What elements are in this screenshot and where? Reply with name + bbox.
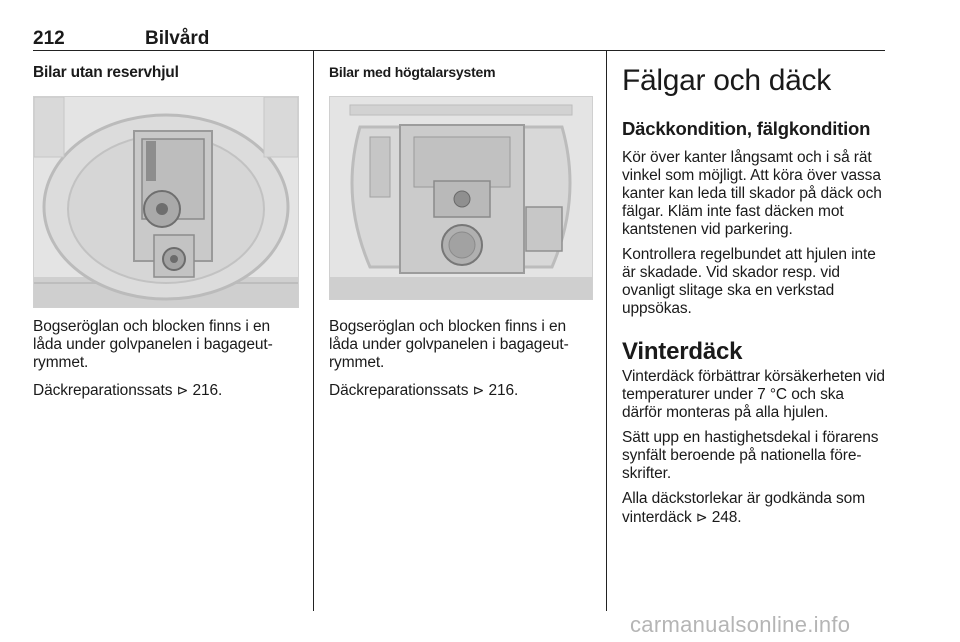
header-rule [33, 50, 885, 51]
column-divider-2 [606, 51, 607, 611]
page-reference-icon: ⊳ [695, 509, 708, 525]
page-reference-icon: ⊳ [176, 382, 189, 398]
left-heading: Bilar utan reservhjul [33, 64, 179, 81]
left-repair-kit-text: Däckreparationssats [33, 382, 173, 399]
winter-tires-paragraph-2: Sätt upp en hastighetsdekal i förarens synfält beroende på nationella före-skrifter. [622, 429, 879, 482]
winter-tires-paragraph-3 [622, 490, 888, 527]
page-header [33, 28, 885, 50]
middle-paragraph-1: Bogseröglan och blocken finns i en låda under golvpanelen i bagageut-rymmet. [329, 318, 569, 371]
middle-text [329, 318, 591, 400]
winter-tires-page: 248. [711, 509, 742, 526]
tire-condition-paragraph-1: Kör över kanter långsamt och i så rät vinkel som möjligt. Att köra över vassa kanter kan leda till skador på däck och fälgar. Kläm inte fast däcken mot kantstenen vid parkering. [622, 149, 882, 238]
middle-paragraph-2 [329, 381, 591, 400]
chapter-title: Fälgar och däck [622, 64, 831, 97]
right-column [622, 64, 888, 527]
left-paragraph-1: Bogseröglan och blocken finns i en låda under golvpanelen i bagageut-rymmet. [33, 318, 273, 371]
left-column [33, 64, 301, 82]
middle-repair-kit-text: Däckreparationssats [329, 382, 469, 399]
middle-heading: Bilar med högtalarsystem [329, 64, 496, 80]
speaker-well-illustration [329, 96, 593, 300]
watermark: carmanualsonline.info [630, 612, 851, 637]
page-reference-icon: ⊳ [472, 382, 485, 398]
spare-well-illustration [33, 96, 299, 308]
column-divider-1 [313, 51, 314, 611]
middle-column [329, 64, 599, 80]
section-title: Bilvård [145, 28, 210, 49]
tire-condition-heading: Däckkondition, fälgkondition [622, 118, 871, 139]
page-number: 212 [33, 28, 65, 49]
tire-condition-paragraph-2: Kontrollera regelbundet att hjulen inte är skadade. Vid skador resp. vid ovanligt slitage ska en verkstad uppsökas. [622, 246, 876, 317]
winter-tires-text: Alla däckstorlekar är godkända som vinterdäck [622, 490, 866, 526]
middle-repair-kit-page: 216. [488, 382, 519, 399]
left-repair-kit-page: 216. [192, 382, 223, 399]
winter-tires-heading: Vinterdäck [622, 338, 743, 365]
winter-tires-paragraph-1: Vinterdäck förbättrar körsäkerheten vid temperaturer under 7 °C och ska därför monteras på alla hjulen. [622, 368, 885, 421]
left-text [33, 318, 295, 400]
left-paragraph-2 [33, 381, 295, 400]
